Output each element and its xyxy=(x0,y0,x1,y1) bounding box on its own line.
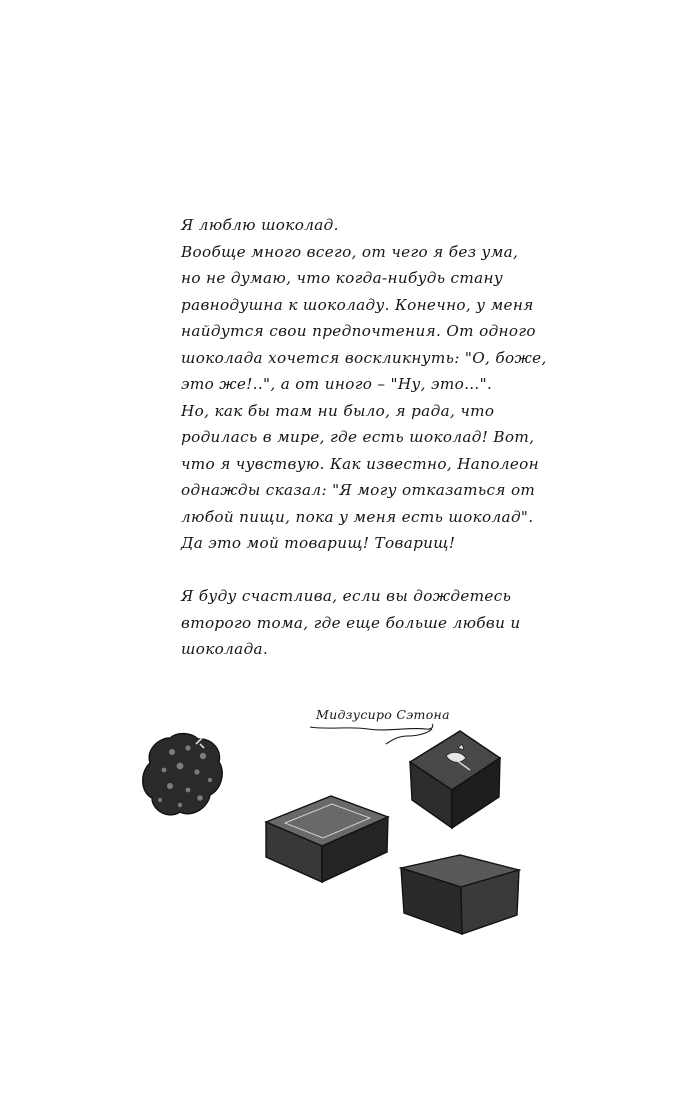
text-line: это же!..", а от иного – "Ну, это...". xyxy=(181,375,493,393)
text-line: Да это мой товарищ! Товарищ! xyxy=(181,534,456,552)
text-line: равнодушна к шоколаду. Конечно, у меня xyxy=(181,295,534,314)
text-line: Я люблю шоколад. xyxy=(181,216,339,234)
signature-text: Мидзусиро Сэтона xyxy=(316,707,450,722)
text-line: второго тома, где еще больше любви и xyxy=(181,613,521,632)
text-line: шоколада хочется воскликнуть: "О, боже, xyxy=(181,348,547,367)
text-line: что я чувствую. Как известно, Наполеон xyxy=(181,454,540,473)
text-line: шоколада. xyxy=(181,640,269,658)
cube-chocolate-icon xyxy=(401,855,519,934)
text-line: но не думаю, что когда-нибудь стану xyxy=(181,269,504,287)
text-line: любой пищи, пока у меня есть шоколад". xyxy=(181,507,534,526)
text-line: Но, как бы там ни было, я рада, что xyxy=(181,401,495,420)
truffle-icon xyxy=(143,734,222,815)
text-line: родилась в мире, где есть шоколад! Вот, xyxy=(181,428,535,446)
square-chocolate-icon xyxy=(410,731,500,828)
flat-chocolate-icon xyxy=(266,796,388,882)
text-line: однажды сказал: "Я могу отказаться от xyxy=(181,481,536,499)
text-line: Вообще много всего, от чего я без ума, xyxy=(181,242,519,261)
text-line: найдутся свои предпочтения. От одного xyxy=(181,322,536,340)
text-line: Я буду счастлива, если вы дождетесь xyxy=(181,587,512,605)
